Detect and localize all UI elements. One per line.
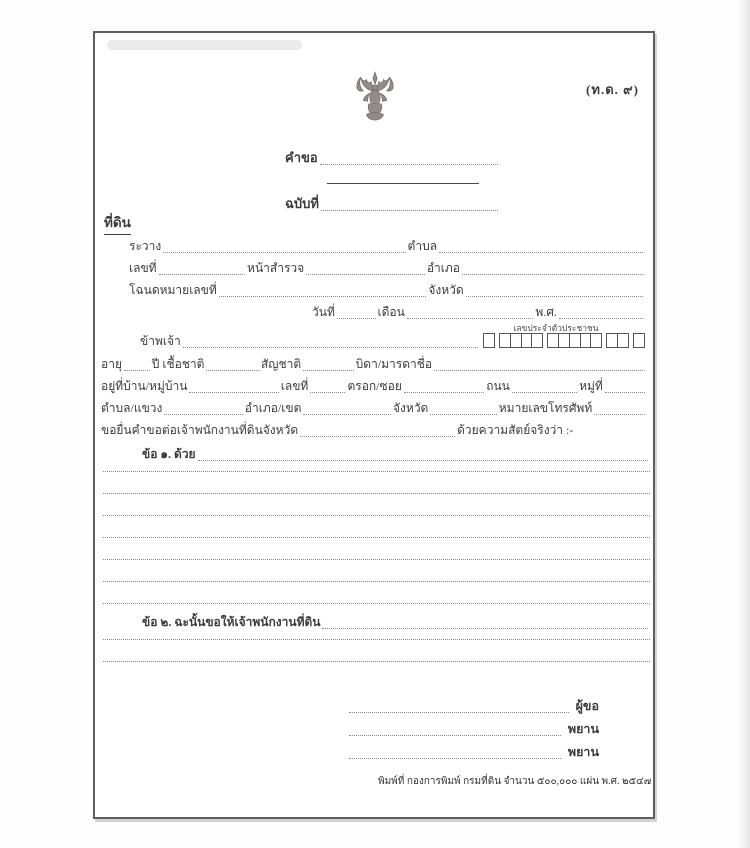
lane-blank (404, 381, 484, 393)
applicant-subdistrict-blank (164, 403, 242, 415)
month-label: เดือน (377, 305, 405, 319)
id-digit-box (617, 333, 629, 348)
scan-edge-shading (738, 0, 750, 848)
applicant-signature-blank (349, 701, 569, 713)
land-row-2 (129, 261, 645, 275)
land-district-label: อำเภอ (426, 261, 460, 275)
clause2-label: ข้อ ๒. ฉะนั้นขอให้เจ้าพนักงานที่ดิน (142, 615, 321, 629)
writing-line (103, 581, 650, 582)
nationality-blank (303, 359, 353, 371)
home-label: อยู่ที่บ้าน/หมู่บ้าน (101, 379, 188, 393)
national-id-caption: เลขประจำตัวประชาชน (513, 323, 599, 333)
form-code: (ท.ด. ๙) (586, 82, 639, 97)
clause1-label: ข้อ ๑. ด้วย (142, 447, 196, 461)
applicant-name-row (140, 333, 645, 348)
land-subdistrict-blank (439, 241, 643, 253)
nationality-label: สัญชาติ (260, 357, 302, 371)
writing-line (103, 537, 650, 538)
submit-province-blank (300, 425, 455, 437)
year-blank (559, 307, 643, 319)
parcel-no-blank (159, 263, 245, 275)
land-section-header: ที่ดิน (104, 211, 131, 235)
clause1-row (142, 447, 650, 461)
applicant-signature-label: ผู้ขอ (575, 699, 599, 713)
submit-row (101, 423, 661, 437)
day-label: วันที่ (312, 305, 335, 319)
lane-label: ตรอก/ซอย (347, 379, 402, 393)
clause2-row (142, 615, 650, 629)
deed-no-blank (219, 285, 427, 297)
land-province-blank (466, 285, 643, 297)
issue-label: ฉบับที่ (285, 196, 319, 211)
witness1-signature-blank (349, 724, 561, 736)
id-digit-group (633, 333, 645, 348)
applicant-subdistrict-label: ตำบล/แขวง (101, 401, 163, 415)
date-row (312, 305, 645, 319)
applicant-province-blank (430, 403, 496, 415)
deed-no-label: โฉนดหมายเลขที่ (129, 283, 217, 297)
phone-blank (594, 403, 645, 415)
day-blank (337, 307, 376, 319)
land-subdistrict-label: ตำบล (407, 239, 438, 253)
road-label: ถนน (486, 379, 510, 393)
land-row-1 (129, 239, 645, 253)
signature-row-witness2 (347, 745, 599, 759)
survey-sheet-label: ระวาง (129, 239, 162, 253)
submit-to-label: ขอยื่นคำขอต่อเจ้าพนักงานที่ดินจังหวัด (101, 423, 299, 437)
scan-artifact (107, 40, 302, 50)
signature-row-applicant (347, 699, 599, 713)
id-digit-group (547, 333, 602, 348)
applicant-district-label: อำเภอ/เขต (244, 401, 302, 415)
land-district-blank (462, 263, 643, 275)
id-digit-box (633, 333, 645, 348)
id-digit-group (606, 333, 629, 348)
survey-page-label: หน้าสำรวจ (247, 261, 305, 275)
race-blank (206, 359, 258, 371)
land-row-3 (129, 283, 645, 297)
land-province-label: จังหวัด (428, 283, 464, 297)
year-label: พ.ศ. (535, 305, 557, 319)
phone-label: หมายเลขโทรศัพท์ (498, 401, 593, 415)
road-blank (512, 381, 577, 393)
request-row (285, 151, 500, 165)
moo-label: หมู่ที่ (579, 379, 603, 393)
witness2-signature-blank (349, 747, 561, 759)
year-race-label: ปี เชื้อชาติ (151, 357, 205, 371)
id-digit-group (483, 333, 495, 348)
applicant-name-blank (183, 336, 479, 348)
request-underline (327, 183, 479, 184)
clause2-blank (322, 617, 648, 629)
issue-row (285, 197, 500, 211)
writing-line (103, 639, 650, 640)
id-digit-group (499, 333, 543, 348)
moo-blank (605, 381, 645, 393)
id-boxes (483, 333, 645, 348)
writing-line (103, 661, 650, 662)
age-label: อายุ (101, 357, 122, 371)
request-label: คำขอ (285, 150, 318, 165)
applicant-province-label: จังหวัด (393, 401, 429, 415)
truth-label: ด้วยความสัตย์จริงว่า :- (457, 423, 574, 437)
request-blank (320, 153, 498, 165)
clause1-blank (198, 449, 648, 461)
garuda-emblem (343, 67, 407, 139)
parcel-no-label: เลขที่ (129, 261, 157, 275)
id-digit-box (483, 333, 495, 348)
house-no-label: เลขที่ (280, 379, 309, 393)
age-row (101, 357, 647, 371)
writing-line (103, 603, 650, 604)
id-digit-box (590, 333, 602, 348)
address-row-1 (101, 379, 647, 393)
writing-line (103, 471, 650, 472)
house-no-blank (310, 381, 345, 393)
applicant-district-blank (303, 403, 391, 415)
issue-blank (321, 199, 498, 211)
i-am-label: ข้าพเจ้า (140, 334, 181, 348)
writing-line (103, 559, 650, 560)
witness1-signature-label: พยาน (567, 722, 599, 736)
signature-row-witness1 (347, 722, 599, 736)
survey-sheet-blank (163, 241, 405, 253)
survey-page-blank (306, 263, 425, 275)
parent-name-blank (434, 359, 645, 371)
parent-name-label: บิดา/มารดาชื่อ (355, 357, 433, 371)
garuda-emblem-svg (343, 67, 407, 139)
form-page (93, 31, 655, 819)
print-footer: พิมพ์ที่ กองการพิมพ์ กรมที่ดิน จำนวน ๕๐๐,๐๐๐ แผ่น พ.ศ. ๒๕๔๗ (378, 776, 652, 787)
id-digit-box (531, 333, 543, 348)
witness2-signature-label: พยาน (567, 745, 599, 759)
writing-line (103, 515, 650, 516)
month-blank (407, 307, 534, 319)
address-row-2 (101, 401, 647, 415)
home-blank (189, 381, 278, 393)
writing-line (103, 493, 650, 494)
age-blank (124, 359, 150, 371)
